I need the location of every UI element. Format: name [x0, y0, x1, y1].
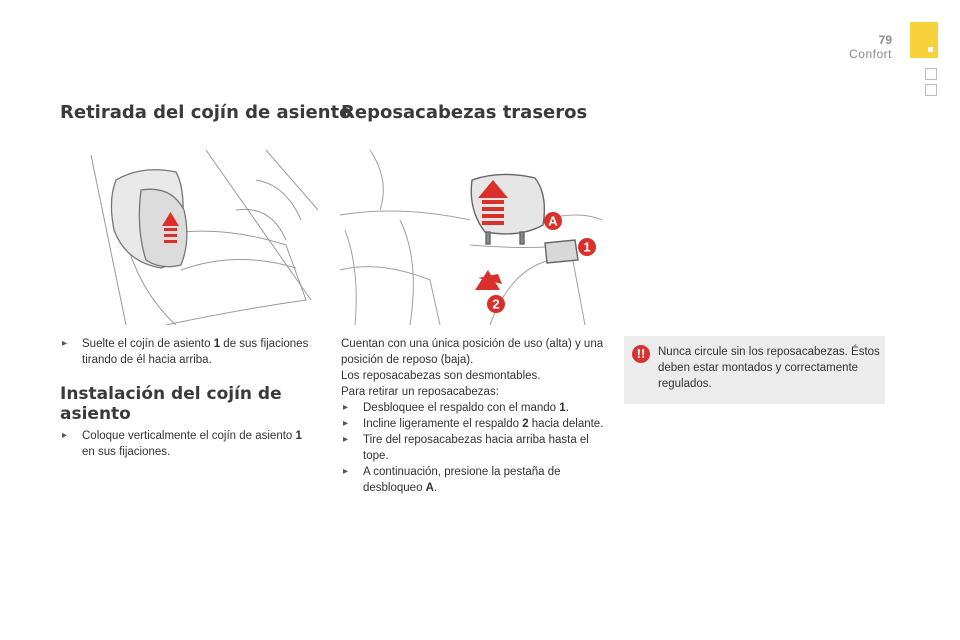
seat-cushion-drawing [86, 150, 318, 325]
chapter-tab [910, 22, 938, 58]
headrest-step: ▸ Tire del reposacabezas hacia arriba hasta el tope. [341, 432, 606, 464]
warning-text: Nunca circule sin los reposacabezas. Éstos deben estar montados y correctamente regulados. [658, 346, 880, 390]
label-2: 2 [492, 296, 500, 312]
install-instructions [60, 428, 315, 460]
removal-instructions [60, 336, 310, 368]
headrest-intro-3: Para retirar un reposacabezas: [341, 386, 499, 398]
headrest-instructions [341, 336, 606, 496]
headrest-drawing [340, 150, 602, 325]
headrest-intro-2: Los reposacabezas son desmontables. [341, 370, 541, 382]
removal-heading: Retirada del cojín de asiento [60, 102, 352, 123]
headrest-intro-1: Cuentan con una única posición de uso (alta) y una posición de reposo (baja). [341, 338, 604, 366]
headrest-step: ▸ A continuación, presione la pestaña de desbloqueo A. [341, 464, 606, 496]
label-1: 1 [583, 239, 591, 255]
warning-box [624, 336, 885, 404]
tab-marker [928, 47, 933, 52]
chapter-title: Confort [849, 47, 892, 61]
install-heading: Instalación del cojín de asiento [60, 384, 282, 424]
nav-square [925, 84, 937, 96]
headrest-step: ▸ Desbloquee el respaldo con el mando 1. [341, 400, 606, 416]
removal-step: ▸ Suelte el cojín de asiento 1 de sus fijaciones tirando de él hacia arriba. [60, 336, 310, 368]
page-number: 79 [878, 33, 892, 47]
headrests-heading: Reposacabezas traseros [341, 102, 588, 123]
warning-icon: !! [632, 345, 650, 363]
seat-cushion-illustration [86, 150, 318, 325]
headrest-step: ▸ Incline ligeramente el respaldo 2 hacia delante. [341, 416, 606, 432]
nav-square [925, 68, 937, 80]
headrest-illustration [340, 150, 602, 325]
label-a: A [548, 213, 558, 229]
install-step: ▸ Coloque verticalmente el cojín de asiento 1 en sus fijaciones. [60, 428, 315, 460]
